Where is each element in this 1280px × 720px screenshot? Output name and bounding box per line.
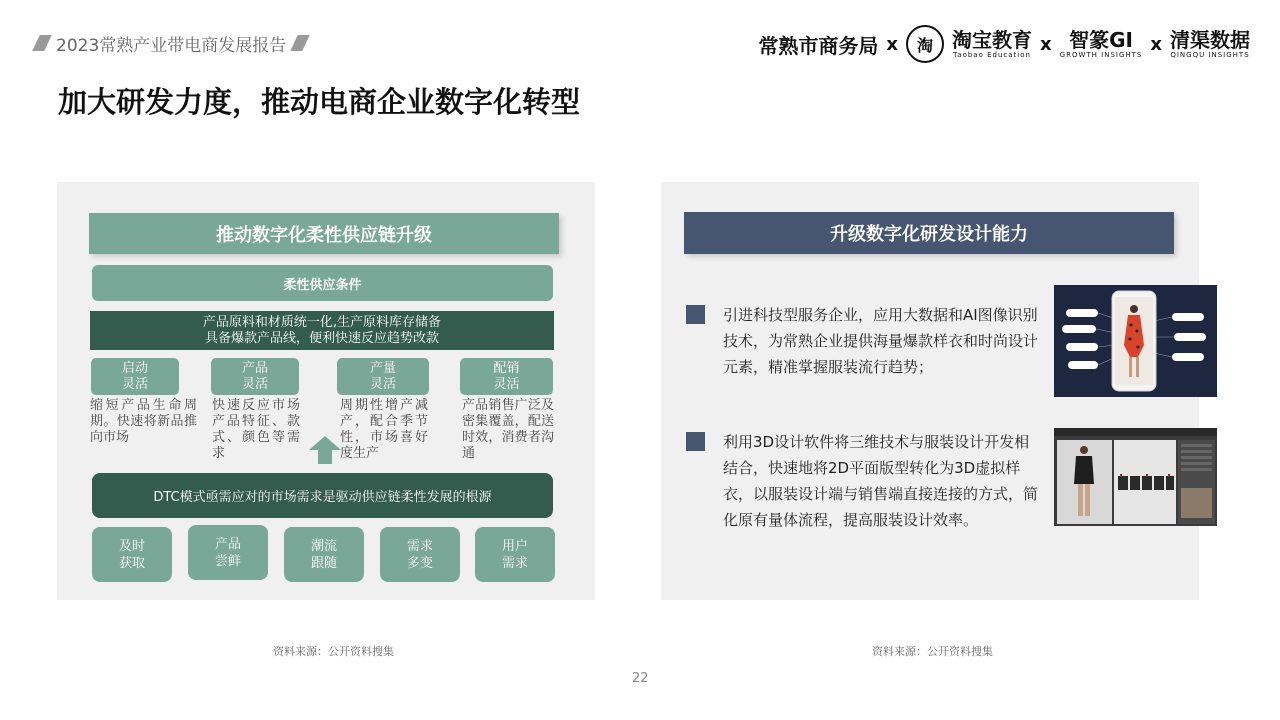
- logo-qingqu-name: 清渠数据: [1170, 27, 1250, 52]
- left-panel-header: 推动数字化柔性供应链升级: [89, 213, 559, 254]
- flex-box-product: [211, 358, 299, 395]
- logo-zhizhuan-name: 智篆GI: [1069, 27, 1133, 52]
- report-title: [36, 30, 306, 56]
- demand-box-label: 需求: [501, 555, 528, 571]
- demand-box: [92, 527, 172, 582]
- flex-box-label: 灵活: [493, 376, 520, 392]
- logo-separator: x: [886, 33, 899, 55]
- demand-box-label: 潮流: [310, 538, 337, 554]
- logo-separator: x: [1150, 33, 1162, 55]
- flex-desc-distribution: 产品销售广泛及密集覆盖，配送时效，消费者沟通: [462, 398, 554, 461]
- right-source-note: 资料来源：公开资料搜集: [872, 645, 993, 658]
- slash-decoration-icon: [32, 35, 51, 51]
- item-ai-text: 引进科技型服务企业，应用大数据和AI图像识别技术，为常熟企业提供海量爆款样衣和时尚设计元素，精准掌握服装流行趋势；: [723, 306, 1039, 376]
- supply-conditions-line2: 具备爆款产品线，便利快速反应趋势改款: [204, 330, 439, 346]
- square-bullet-icon: [686, 305, 705, 324]
- demand-box-label: 需求: [406, 538, 433, 554]
- flex-box-launch: [91, 358, 179, 395]
- logo-zhizhuan-sub: GROWTH INSIGHTS: [1059, 50, 1143, 59]
- page-title: 加大研发力度，推动电商企业数字化转型: [58, 85, 581, 119]
- flex-box-label: 产量: [369, 360, 396, 376]
- flex-box-label: 灵活: [121, 376, 148, 392]
- flex-desc-launch: 缩短产品生命周期。快速将新品推向市场: [90, 398, 197, 445]
- flex-box-label: 启动: [121, 360, 148, 376]
- 3d-design-software-image: [1054, 428, 1217, 526]
- slash-decoration-icon: [291, 35, 310, 51]
- demand-box-label: 尝鲜: [214, 553, 241, 569]
- flex-desc-output: 周期性增产减产，配合季节性，市场喜好度生产: [340, 398, 428, 461]
- logo-taobao-name: 淘宝教育: [952, 27, 1033, 52]
- right-panel-header: 升级数字化研发设计能力: [684, 212, 1174, 254]
- logo-taobao-sub: Taobao Education: [953, 50, 1031, 59]
- supply-conditions-band: [90, 311, 554, 350]
- demand-box: [284, 527, 364, 582]
- demand-box-label: 多变: [406, 555, 433, 571]
- flex-box-label: 产品: [241, 360, 268, 376]
- demand-box-label: 及时: [118, 538, 145, 554]
- page-number: 22: [632, 671, 649, 686]
- partner-logos: [758, 24, 1250, 64]
- left-source-note: 资料来源：公开资料搜集: [273, 645, 394, 658]
- supply-conditions-line1: 产品原料和材质统一化,生产原料库存储备: [202, 314, 442, 330]
- flex-box-label: 灵活: [369, 376, 396, 392]
- flex-desc-product: 快速反应市场产品特征、款式、颜色等需求: [212, 398, 300, 461]
- up-arrow-icon: [309, 436, 341, 464]
- demand-box-label: 跟随: [310, 555, 337, 571]
- report-title-text: 2023常熟产业带电商发展报告: [56, 35, 287, 56]
- logo-separator: x: [1040, 33, 1052, 55]
- square-bullet-icon: [686, 432, 705, 451]
- item-3d-text: 利用3D设计软件将三维技术与服装设计开发相结合，快速地将2D平面版型转化为3D虚拟样衣，以服装设计端与销售端直接连接的方式，简化原有量体流程，提高服装设计效率。: [723, 433, 1039, 529]
- flexible-supply-header: 柔性供应条件: [92, 265, 553, 301]
- flex-box-distribution: [460, 358, 553, 395]
- taobao-logo-icon: 淘: [906, 25, 944, 63]
- logo-changshu: 常熟市商务局: [758, 33, 879, 58]
- demand-box-label: 产品: [214, 536, 241, 552]
- logo-qingqu-sub: QINGQU INSIGHTS: [1170, 50, 1250, 59]
- demand-box: [380, 527, 460, 582]
- flex-box-label: 灵活: [241, 376, 268, 392]
- demand-box: [188, 525, 268, 580]
- logo-qingqu: [1170, 27, 1250, 59]
- demand-box-label: 用户: [501, 538, 528, 554]
- flex-box-output: [337, 358, 429, 395]
- dtc-band: DTC模式亟需应对的市场需求是驱动供应链柔性发展的根源: [92, 473, 553, 518]
- demand-box: [475, 527, 555, 582]
- logo-taobao: [952, 27, 1033, 59]
- ai-recognition-image: [1054, 285, 1217, 397]
- flex-box-label: 配销: [493, 360, 520, 376]
- logo-zhizhuan: [1059, 27, 1143, 59]
- demand-box-label: 获取: [118, 555, 145, 571]
